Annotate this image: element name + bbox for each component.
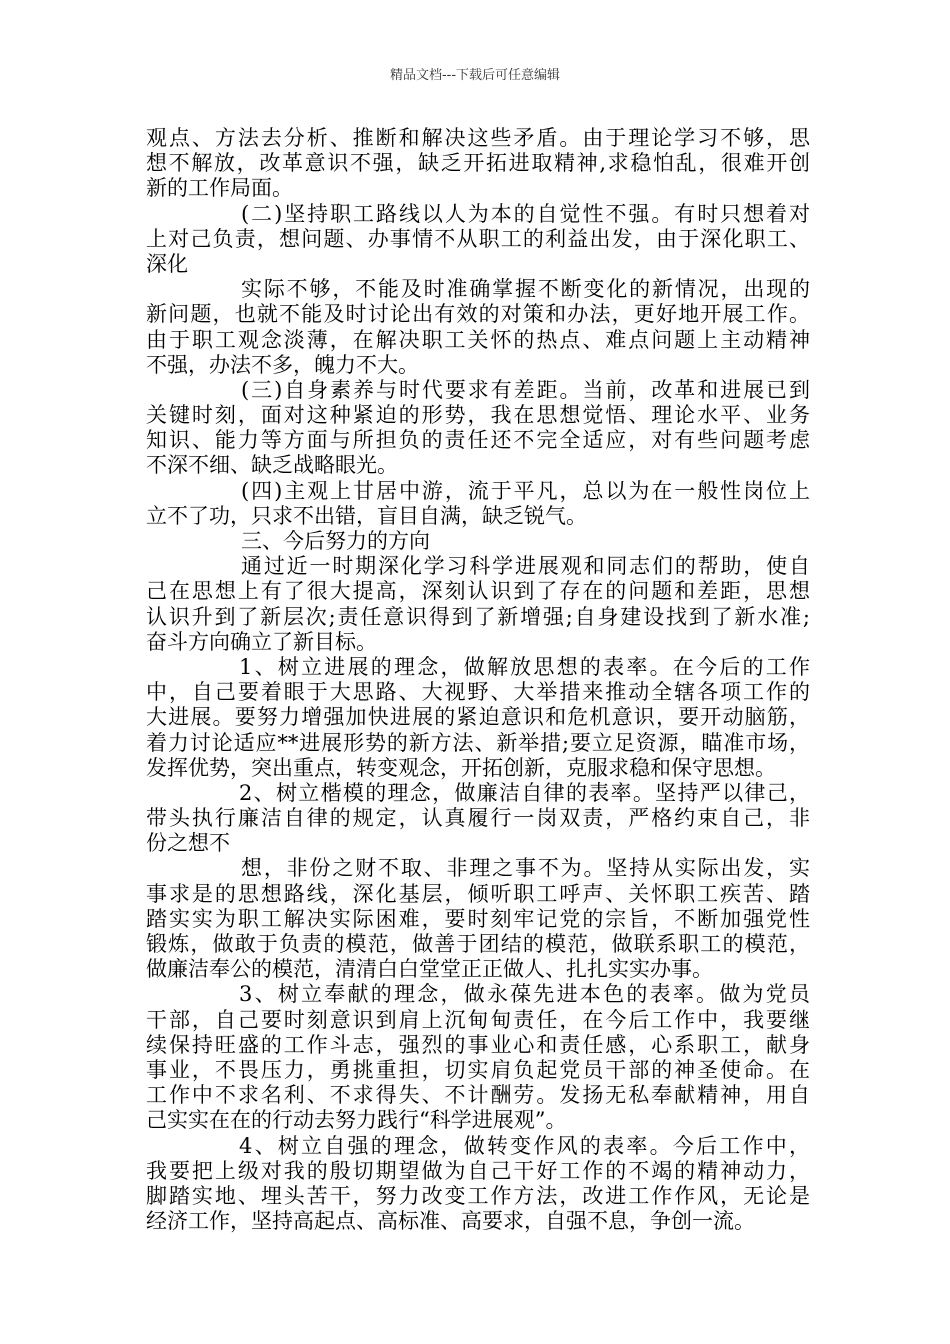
text-line: 做廉洁奉公的模范，清清白白堂堂正正做人、扎扎实实办事。 [146,957,713,982]
text-line: 新的工作局面。 [146,176,293,201]
paragraph-start: 1、树立进展的理念，做解放思想的表率。在今后的工作 [239,654,810,679]
text-line: 新问题，也就不能及时讨论出有效的对策和办法，更好地开展工作。 [146,302,810,327]
text-line: 深化 [146,251,188,276]
page-header: 精品文档---下载后可任意编辑 [389,68,561,83]
text-line: 发挥优势，突出重点，转变观念，开拓创新，克服求稳和保守思想。 [146,755,776,780]
text-line: 干部，自己要时刻意识到肩上沉甸甸责任，在今后工作中，我要继 [146,1007,810,1032]
text-line: 不强，办法不多，魄力不大。 [146,352,419,377]
paragraph-start: 4、树立自强的理念，做转变作风的表率。今后工作中， [239,1133,810,1158]
paragraph-start: 想，非份之财不取、非理之事不为。坚持从实际出发，实 [241,856,810,881]
text-line: 续保持旺盛的工作斗志，强烈的事业心和责任感，心系职工，献身 [146,1032,810,1057]
text-line: 大进展。要努力增强加快进展的紧迫意识和危机意识，要开动脑筋， [146,705,810,730]
text-line: 己实实在在的行动去努力践行“科学进展观”。 [146,1108,567,1133]
text-line: 踏实实为职工解决实际困难，要时刻牢记党的宗旨，不断加强党性 [146,906,810,931]
section-heading: 三、今后努力的方向 [241,529,430,553]
text-line: 份之想不 [146,831,230,856]
paragraph-start: 3、树立奉献的理念，做永葆先进本色的表率。做为党员 [239,982,810,1007]
document-body [146,126,810,1234]
text-line: 立不了功，只求不出错，盲目自满，缺乏锐气。 [146,503,587,528]
paragraph-start: (四)主观上甘居中游，流于平凡，总以为在一般性岗位上 [241,478,810,503]
text-line: 事业，不畏压力，勇挑重担，切实肩负起党员干部的神圣使命。在 [146,1057,810,1082]
text-line: 不深不细、缺乏战略眼光。 [146,453,398,478]
text-line: 奋斗方向确立了新目标。 [146,629,377,654]
text-line: 己在思想上有了很大提高，深刻认识到了存在的问题和差距，思想 [146,579,810,604]
text-line: 关键时刻，面对这种紧迫的形势，我在思想觉悟、理论水平、业务 [146,403,810,428]
text-line: 锻炼，做敢于负责的模范，做善于团结的模范，做联系职工的模范， [146,932,810,956]
text-line: 经济工作，坚持高起点、高标准、高要求，自强不息，争创一流。 [146,1209,755,1234]
text-line: 认识升到了新层次;责任意识得到了新增强;自身建设找到了新水准; [146,604,810,629]
paragraph-start: 通过近一时期深化学习科学进展观和同志们的帮助，使自 [241,554,810,579]
text-line: 带头执行廉洁自律的规定，认真履行一岗双责，严格约束自己，非 [146,806,810,831]
text-line: 我要把上级对我的殷切期望做为自己干好工作的不竭的精神动力， [146,1158,810,1183]
text-line: 事求是的思想路线，深化基层，倾听职工呼声、关怀职工疾苦、踏 [146,881,810,906]
text-line: 知识、能力等方面与所担负的责任还不完全适应，对有些问题考虑 [146,428,810,453]
text-line: 观点、方法去分析、推断和解决这些矛盾。由于理论学习不够，思 [146,126,810,150]
text-line: 上对己负责，想问题、办事情不从职工的利益出发，由于深化职工、 [146,226,810,251]
paragraph-start: (三)自身素养与时代要求有差距。当前，改革和进展已到 [241,377,810,402]
text-line: 由于职工观念淡薄，在解决职工关怀的热点、难点问题上主动精神 [146,327,810,352]
paragraph-start: (二)坚持职工路线以人为本的自觉性不强。有时只想着对 [241,201,810,226]
text-line: 中，自己要着眼于大思路、大视野、大举措来推动全辖各项工作的 [146,680,810,705]
text-line: 想不解放，改革意识不强，缺乏开拓进取精神,求稳怕乱，很难开创 [146,151,810,176]
paragraph-start: 实际不够，不能及时准确掌握不断变化的新情况，出现的 [241,277,810,302]
paragraph-start: 2、树立楷模的理念，做廉洁自律的表率。坚持严以律己， [239,780,810,805]
text-line: 脚踏实地、埋头苦干，努力改变工作方法，改进工作作风，无论是 [146,1183,810,1208]
text-line: 工作中不求名利、不求得失、不计酬劳。发扬无私奉献精神，用自 [146,1083,810,1108]
text-line: 着力讨论适应**进展形势的新方法、新举措;要立足资源，瞄准市场， [146,730,810,755]
